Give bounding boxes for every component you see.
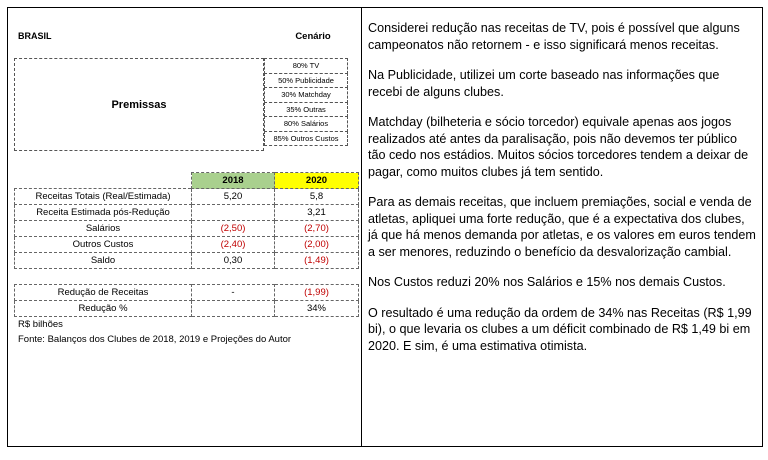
value-2018: 0,30 <box>192 253 275 269</box>
table-row <box>15 301 359 317</box>
value-2020: 5,8 <box>275 189 359 205</box>
value-2020: (2,00) <box>275 237 359 253</box>
country-label: BRASIL <box>18 31 52 41</box>
value-2018: (2,50) <box>192 221 275 237</box>
unit-note: R$ bilhões <box>18 319 63 330</box>
premise-item: 35% Outras <box>264 102 348 118</box>
value-2018: - <box>192 285 275 301</box>
commentary-paragraph: Na Publicidade, utilizei um corte baseado nas informações que recebi de alguns clubes. <box>368 68 720 99</box>
table-header-row <box>15 173 359 189</box>
premises-box <box>14 58 264 151</box>
commentary-paragraph: Considerei redução nas receitas de TV, pois é possível que alguns campeonatos não retornem - e isso significará menos receitas. <box>368 21 740 52</box>
table-row <box>15 205 359 221</box>
scenario-header: Cenário <box>295 31 331 42</box>
value-2020: 3,21 <box>275 205 359 221</box>
value-2018: 5,20 <box>192 189 275 205</box>
value-2018: (2,40) <box>192 237 275 253</box>
value-2020: (1,49) <box>275 253 359 269</box>
value-2020: 34% <box>275 301 359 317</box>
premise-item: 50% Publicidade <box>264 73 348 89</box>
source-note: Fonte: Balanços dos Clubes de 2018, 2019 e Projeções do Autor <box>18 334 292 345</box>
row-label: Salários <box>15 221 192 237</box>
table-row <box>15 285 359 301</box>
column-divider <box>361 7 362 447</box>
row-label: Redução de Receitas <box>15 285 192 301</box>
row-label: Outros Custos <box>15 237 192 253</box>
value-2018 <box>192 205 275 221</box>
premise-item: 85% Outros Custos <box>264 131 348 147</box>
value-2020: (1,99) <box>275 285 359 301</box>
left-panel <box>0 0 361 460</box>
summary-table <box>14 284 359 317</box>
commentary-paragraph: Para as demais receitas, que incluem premiações, social e venda de atletas, apliquei uma forte redução, que é a expectativa dos clubes, já que há menos demanda por atletas, e os valores em euros tendem a ser menores, reduzindo o benefício da desvalorização cambial. <box>368 195 756 259</box>
header-2020: 2020 <box>275 173 359 189</box>
premise-item: 30% Matchday <box>264 87 348 103</box>
row-label: Redução % <box>15 301 192 317</box>
row-label: Saldo <box>15 253 192 269</box>
commentary-panel <box>368 20 756 368</box>
row-label: Receita Estimada pós-Redução <box>15 205 192 221</box>
table-row <box>15 253 359 269</box>
financial-table <box>14 172 359 269</box>
premises-label: Premissas <box>111 98 167 111</box>
table-row <box>15 237 359 253</box>
premise-item: 80% TV <box>264 58 348 74</box>
table-row <box>15 189 359 205</box>
premise-item: 80% Salários <box>264 116 348 132</box>
row-label: Receitas Totais (Real/Estimada) <box>15 189 192 205</box>
value-2018 <box>192 301 275 317</box>
commentary-paragraph: Matchday (bilheteria e sócio torcedor) equivale apenas aos jogos realizados até antes da paralisação, pois não devemos ter público tão cedo nos estádios. Muitos sócios torcedores tendem a deixar de pagar, como muitos clubes já tem sentido. <box>368 115 749 179</box>
value-2020: (2,70) <box>275 221 359 237</box>
table-row <box>15 221 359 237</box>
premises-list <box>264 58 348 146</box>
commentary-paragraph: O resultado é uma redução da ordem de 34% nas Receitas (R$ 1,99 bi), o que levaria os clubes a um déficit combinado de R$ 1,49 bi em 2020. E sim, é uma estimativa otimista. <box>368 305 752 353</box>
header-2018: 2018 <box>192 173 275 189</box>
commentary-paragraph: Nos Custos reduzi 20% nos Salários e 15% nos demais Custos. <box>368 275 726 289</box>
